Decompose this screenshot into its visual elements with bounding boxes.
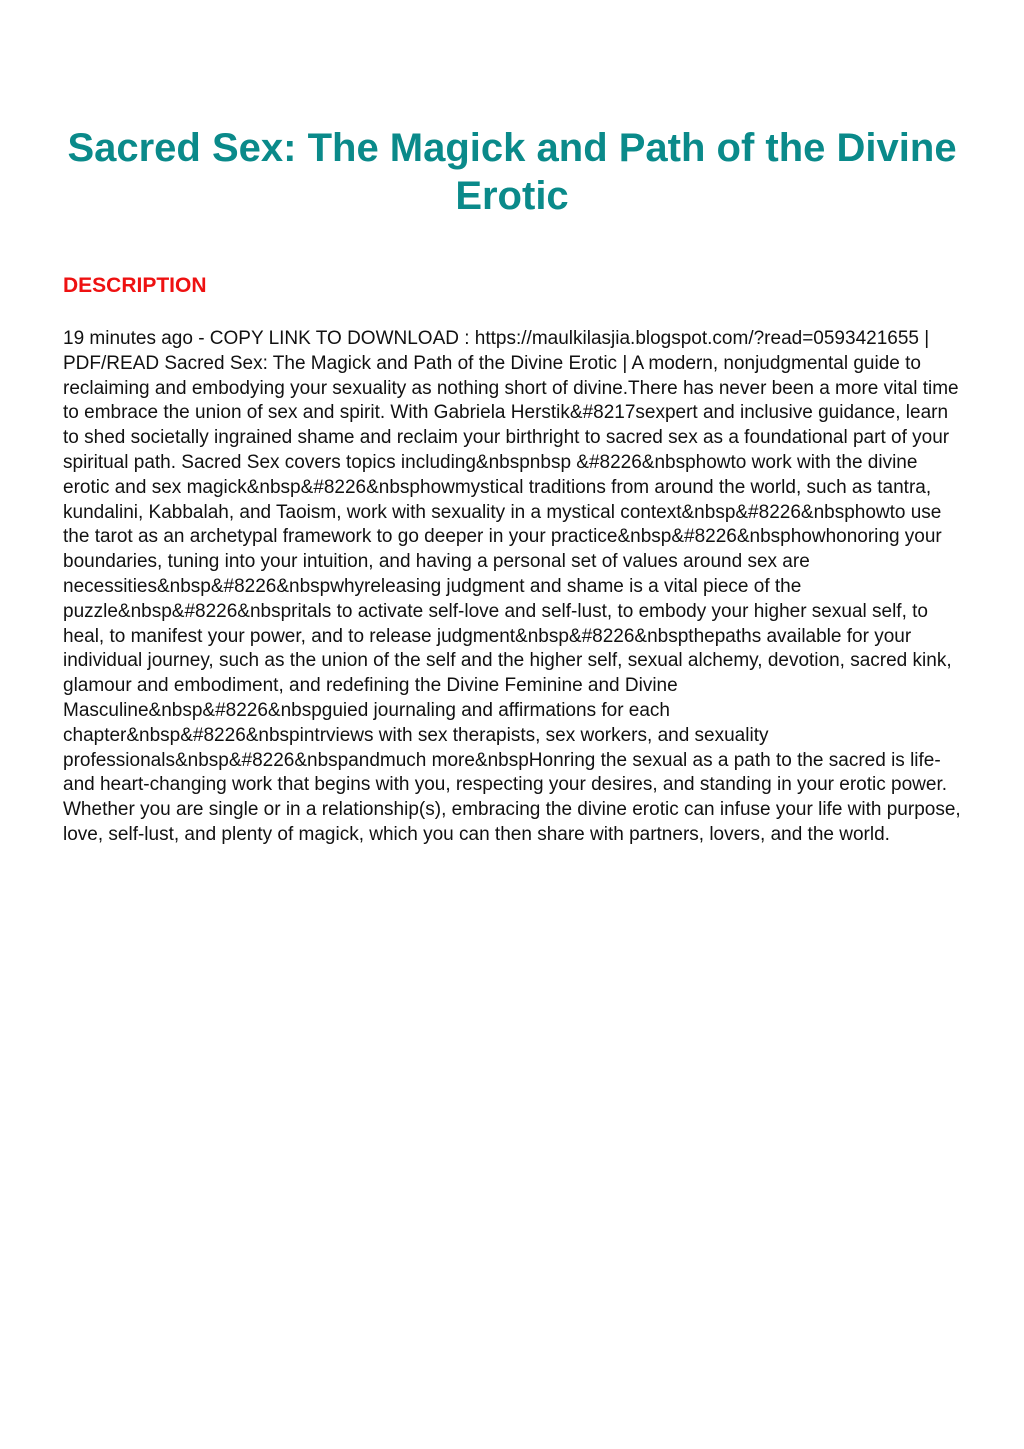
document-title: Sacred Sex: The Magick and Path of the Divine Erotic xyxy=(67,126,957,218)
description-text: 19 minutes ago - COPY LINK TO DOWNLOAD : https://maulkilasjia.blogspot.com/?read=0593421655 | PDF/READ Sacred Sex: The Magick and Path of the Divine Erotic | A modern, nonjudgmental guide to reclaiming and embodying your sexuality as nothing short of divine.There has never been a more vital time to embrace the union of sex and spirit. With Gabriela Herstik&#8217sexpert and inclusive guidance, learn to shed societally ingrained shame and reclaim your birthright to sacred sex as a foundational part of your spiritual path. Sacred Sex covers topics including&nbspnbsp &#8226&nbsphowto work with the divine erotic and sex magick&nbsp&#8226&nbsphowmystical traditions from around the world, such as tantra, kundalini, Kabbalah, and Taoism, work with sexuality in a mystical context&nbsp&#8226&nbsphowto use the tarot as an archetypal framework to go deeper in your practice&nbsp&#8226&nbsphowhonoring your boundaries, tuning into your intuition, and having a personal set of values around sex are necessities&nbsp&#8226&nbspwhyreleasing judgment and shame is a vital piece of the puzzle&nbsp&#8226&nbspritals to activate self-love and self-lust, to embody your higher sexual self, to heal, to manifest your power, and to release judgment&nbsp&#8226&nbspthepaths available for your individual journey, such as the union of the self and the higher self, sexual alchemy, devotion, sacred kink, glamour and embodiment, and redefining the Divine Feminine and Divine Masculine&nbsp&#8226&nbspguied journaling and affirmations for each chapter&nbsp&#8226&nbspintrviews with sex therapists, sex workers, and sexuality professionals&nbsp&#8226&nbspandmuch more&nbspHonring the sexual as a path to the sacred is life- and heart-changing work that begins with you, respecting your desires, and standing in your erotic power. Whether you are single or in a relationship(s), embracing the divine erotic can infuse your life with purpose, love, self-lust, and plenty of magick, which you can then share with partners, lovers, and the world. xyxy=(63,328,961,845)
description-heading: DESCRIPTION xyxy=(63,274,207,297)
